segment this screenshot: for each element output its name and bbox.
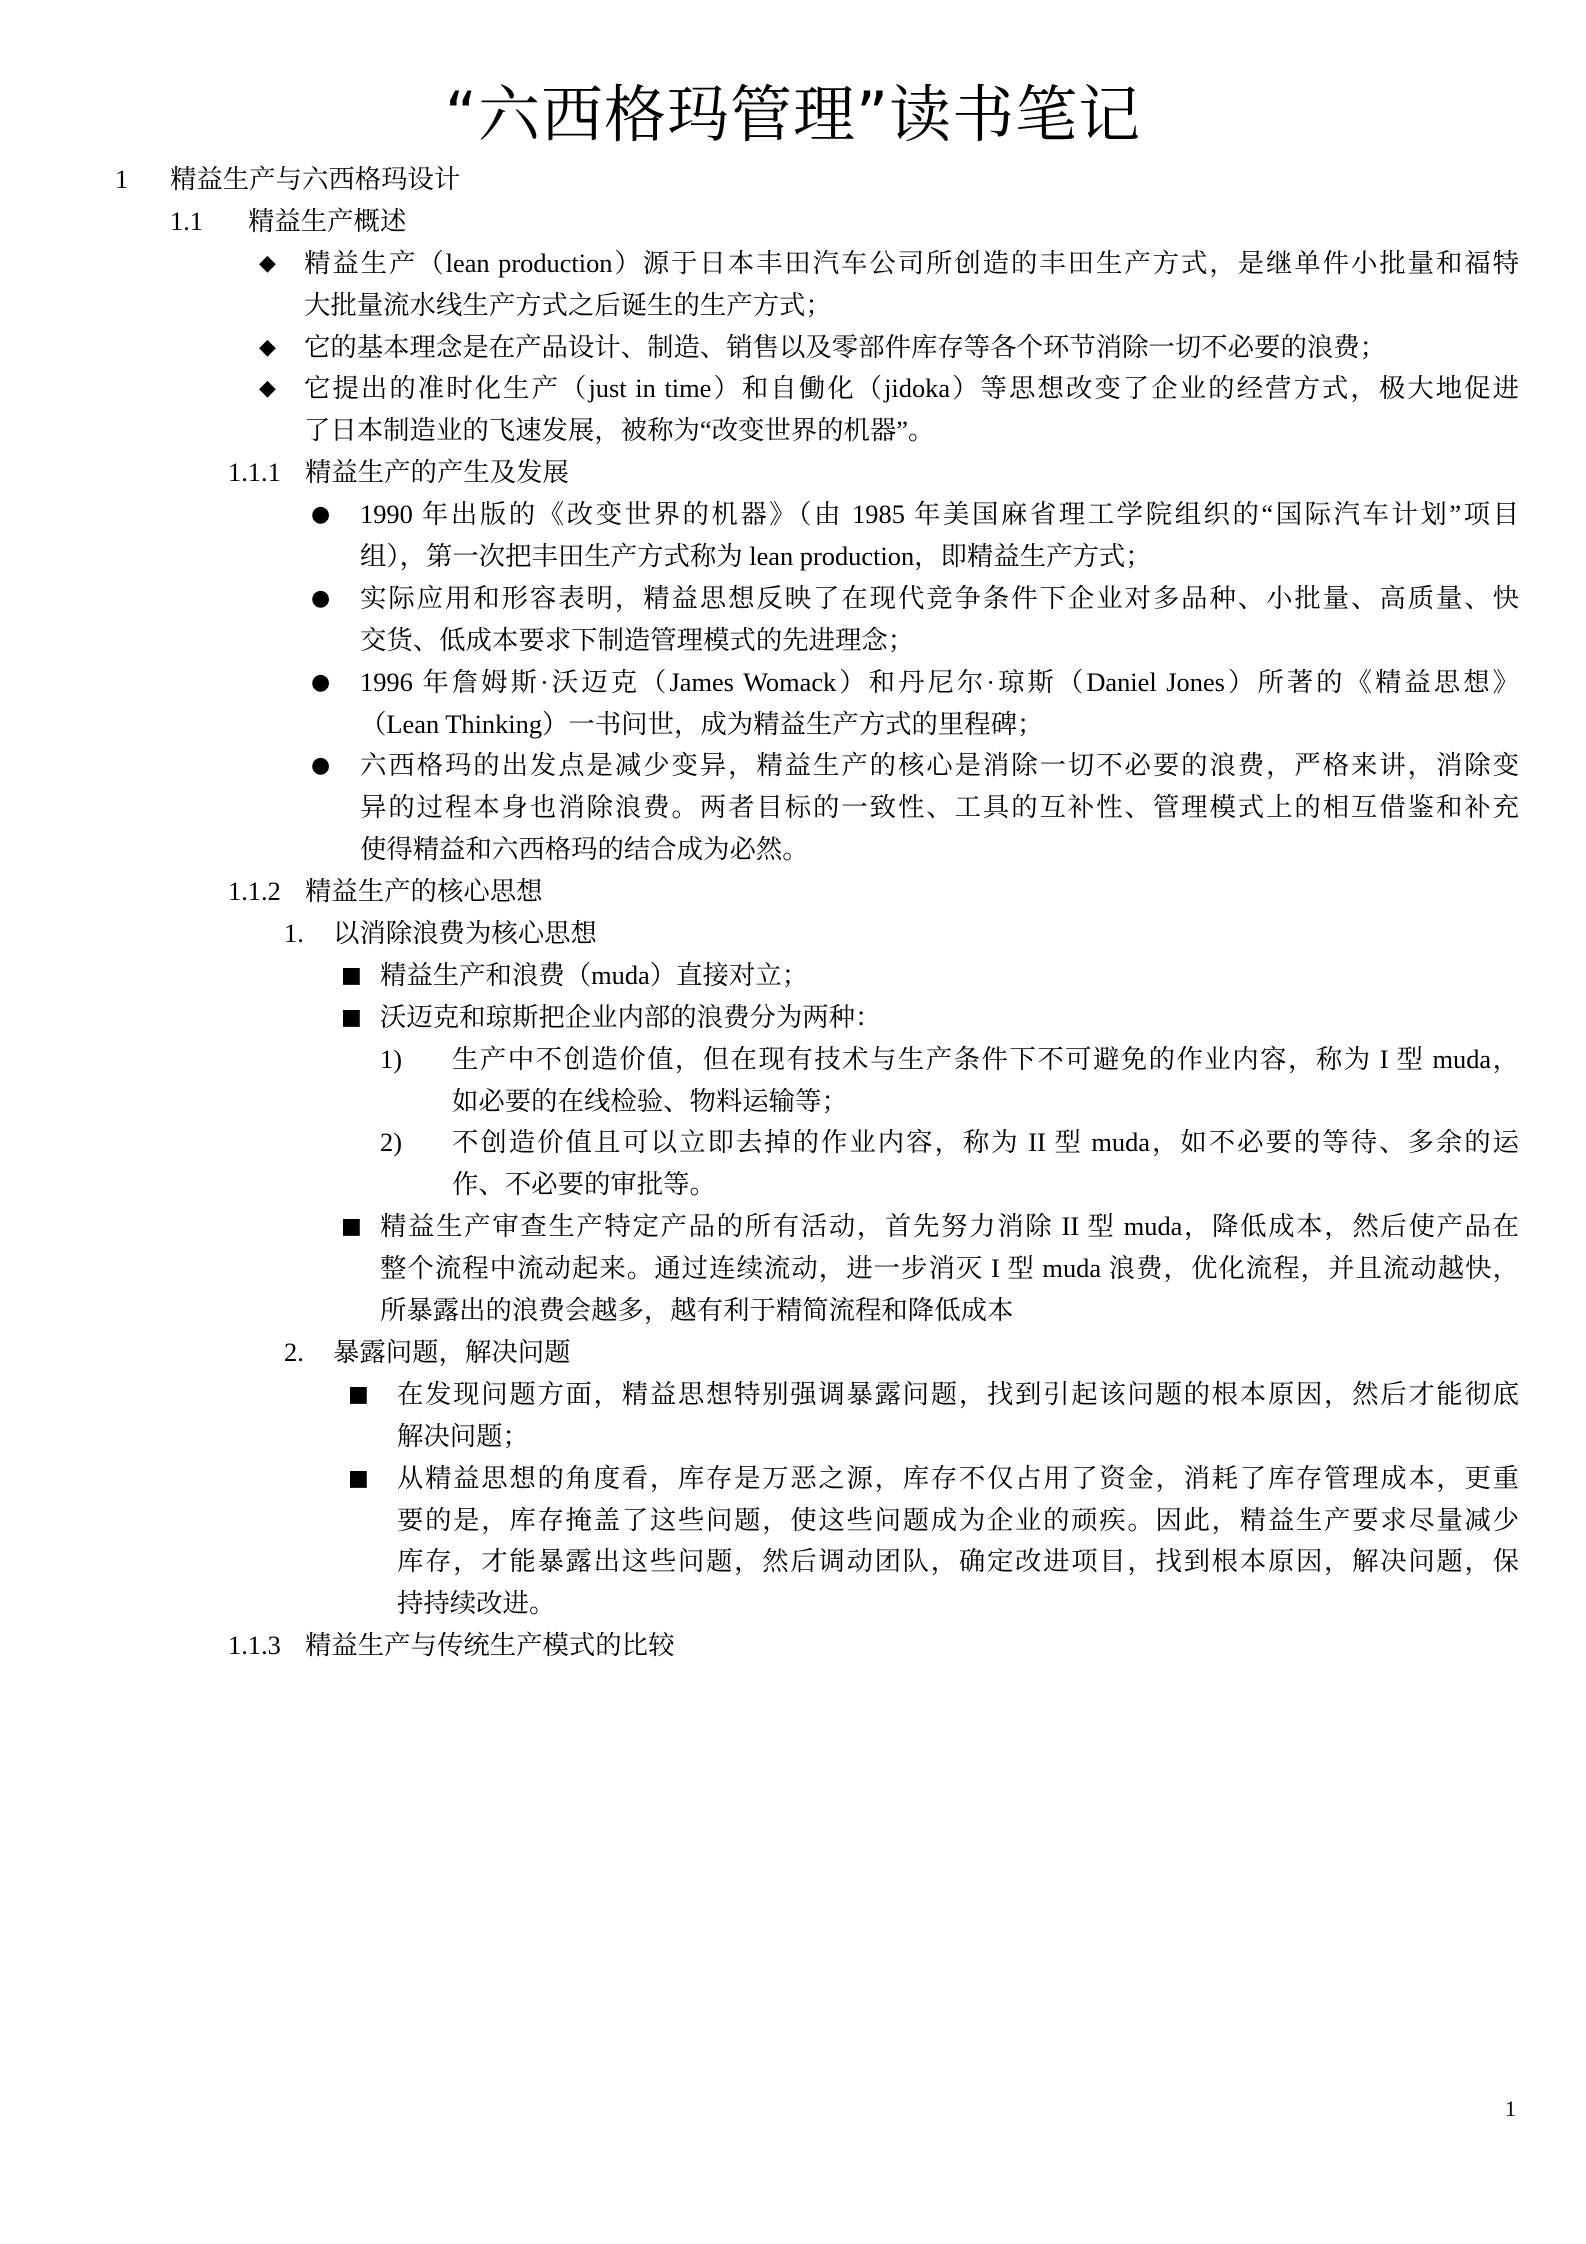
line-text: 在发现问题方面，精益思想特别强调暴露问题，找到引起该问题的根本原因，然后才能彻底 [397,1378,1519,1409]
text-line [0,159,1586,201]
dot-bullet-icon: ● [311,585,331,611]
line-text: 使得精益和六西格玛的结合成为必然。 [360,834,809,865]
text-line [0,536,1586,578]
section-number: 1.1.3 [228,1630,281,1661]
line-text: 了日本制造业的飞速发展，被称为“改变世界的机器”。 [304,415,935,446]
line-text: 精益生产（lean production）源于日本丰田汽车公司所创造的丰田生产方式，是继单件小批量和福特 [304,247,1519,278]
diamond-bullet-item [0,243,1586,327]
line-text: 精益生产与传统生产模式的比较 [305,1630,675,1661]
text-line [0,745,1586,787]
line-text: 精益生产和浪费（muda）直接对立； [380,959,809,990]
line-text: 所暴露出的浪费会越多，越有利于精简流程和降低成本 [380,1295,1014,1326]
dot-bullet-item [0,494,1586,578]
heading-3 [0,1625,1586,1667]
diamond-bullet-item [0,327,1586,369]
line-text: 不创造价值且可以立即去掉的作业内容，称为 II 型 muda，如不必要的等待、多余的运 [452,1127,1519,1158]
dot-bullet-icon: ● [311,669,331,695]
diamond-bullet-icon: ◆ [259,334,276,360]
section-number: 1. [284,918,304,949]
document-title: “六西格玛管理”读书笔记 [444,78,1142,151]
text-line [0,662,1586,704]
line-text: 库存，才能暴露出这些问题，然后调动团队，确定改进项目，找到根本原因，解决问题，保 [397,1546,1519,1577]
paren-numbered-item [0,1039,1586,1123]
text-line [0,1500,1586,1542]
diamond-bullet-icon: ◆ [259,376,276,402]
diamond-bullet-item [0,368,1586,452]
line-text: 六西格玛的出发点是减少变异，精益生产的核心是消除一切不必要的浪费，严格来讲，消除变 [360,750,1519,781]
dot-bullet-item [0,662,1586,746]
text-line [0,704,1586,746]
text-line [0,1039,1586,1081]
line-text: 实际应用和形容表明，精益思想反映了在现代竞争条件下企业对多品种、小批量、高质量、快 [360,582,1519,613]
line-text: 精益生产的核心思想 [305,876,543,907]
text-line [0,243,1586,285]
square-bullet-icon: ■ [341,962,362,988]
paren-numbered-item [0,1122,1586,1206]
section-number: 1) [380,1043,402,1074]
text-line [0,913,1586,955]
text-line [0,494,1586,536]
line-text: 它提出的准时化生产（just in time）和自働化（jidoka）等思想改变了企业的经营方式，极大地促进 [304,373,1519,404]
text-line [0,1290,1586,1332]
dot-bullet-icon: ● [311,502,331,528]
line-text: 以消除浪费为核心思想 [333,918,597,949]
text-line [0,871,1586,913]
text-line [0,368,1586,410]
line-text: 从精益思想的角度看，库存是万恶之源，库存不仅占用了资金，消耗了库存管理成本，更重 [397,1462,1519,1493]
heading-3 [0,871,1586,913]
text-line [0,327,1586,369]
line-text: （Lean Thinking）一书问世，成为精益生产方式的里程碑； [360,708,1044,739]
text-line [0,452,1586,494]
square-bullet-item [0,955,1586,997]
line-text: 大批量流水线生产方式之后诞生的生产方式； [304,289,832,320]
square-bullet-item [0,1458,1586,1626]
line-text: 组），第一次把丰田生产方式称为 lean production，即精益生产方式； [360,541,1152,572]
text-line [0,1164,1586,1206]
line-text: 要的是，库存掩盖了这些问题，使这些问题成为企业的顽疾。因此，精益生产要求尽量减少 [397,1504,1519,1535]
text-line [0,1206,1586,1248]
section-number: 1.1.2 [228,876,281,907]
text-line [0,997,1586,1039]
text-line [0,1541,1586,1583]
line-text: 生产中不创造价值，但在现有技术与生产条件下不可避免的作业内容，称为 I 型 muda， [452,1043,1519,1074]
square-bullet-item [0,1374,1586,1458]
line-text: 精益生产概述 [248,205,407,236]
line-text: 作、不必要的审批等。 [452,1169,716,1200]
text-line [0,1122,1586,1164]
text-line [0,1248,1586,1290]
square-bullet-item [0,997,1586,1039]
line-text: 精益生产的产生及发展 [305,457,569,488]
section-number: 2) [380,1127,402,1158]
text-line [0,1332,1586,1374]
dot-bullet-icon: ● [311,753,331,779]
line-text: 交货、低成本要求下制造管理模式的先进理念； [360,624,915,655]
text-line [0,955,1586,997]
text-line [0,1416,1586,1458]
text-line [0,1081,1586,1123]
square-bullet-icon: ■ [348,1465,369,1491]
text-line [0,1374,1586,1416]
section-number: 1 [115,164,129,194]
text-line [0,201,1586,243]
text-line [0,787,1586,829]
dot-bullet-item [0,745,1586,871]
page-number: 1 [1505,2096,1516,2121]
line-text: 异的过程本身也消除浪费。两者目标的一致性、工具的互补性、管理模式上的相互借鉴和补充 [360,792,1519,823]
section-number: 1.1.1 [228,457,281,488]
line-text: 如必要的在线检验、物料运输等； [452,1085,848,1116]
diamond-bullet-icon: ◆ [259,250,276,276]
line-text: 持持续改进。 [397,1588,556,1619]
line-text: 精益生产审查生产特定产品的所有活动，首先努力消除 II 型 muda，降低成本，然后使产品在 [380,1211,1519,1242]
line-text: 暴露问题，解决问题 [333,1336,571,1367]
line-text: 它的基本理念是在产品设计、制造、销售以及零部件库存等各个环节消除一切不必要的浪费； [304,331,1387,362]
text-line [0,578,1586,620]
text-line [0,285,1586,327]
text-line [0,1583,1586,1625]
heading-1 [0,159,1586,201]
numbered-item [0,1332,1586,1374]
heading-2 [0,201,1586,243]
text-line [0,1625,1586,1667]
heading-3 [0,452,1586,494]
numbered-item [0,913,1586,955]
section-number: 2. [284,1336,304,1367]
square-bullet-icon: ■ [348,1381,369,1407]
line-text: 整个流程中流动起来。通过连续流动，进一步消灭 I 型 muda 浪费，优化流程，并且流动越快， [380,1253,1519,1284]
line-text: 1990 年出版的《改变世界的机器》（由 1985 年美国麻省理工学院组织的“国际汽车计划”项目 [360,499,1519,530]
line-text: 1996 年詹姆斯·沃迈克（James Womack）和丹尼尔·琼斯（Daniel Jones）所著的《精益思想》 [360,666,1519,697]
document-body [0,159,1586,1667]
square-bullet-icon: ■ [341,1214,362,1240]
section-number: 1.1 [170,205,203,236]
line-text: 解决问题； [397,1420,529,1451]
text-line [0,1458,1586,1500]
dot-bullet-item [0,578,1586,662]
square-bullet-icon: ■ [341,1004,362,1030]
line-text: 精益生产与六西格玛设计 [170,164,461,194]
text-line [0,620,1586,662]
text-line [0,829,1586,871]
square-bullet-item [0,1206,1586,1332]
text-line [0,410,1586,452]
line-text: 沃迈克和琼斯把企业内部的浪费分为两种： [380,1001,882,1032]
